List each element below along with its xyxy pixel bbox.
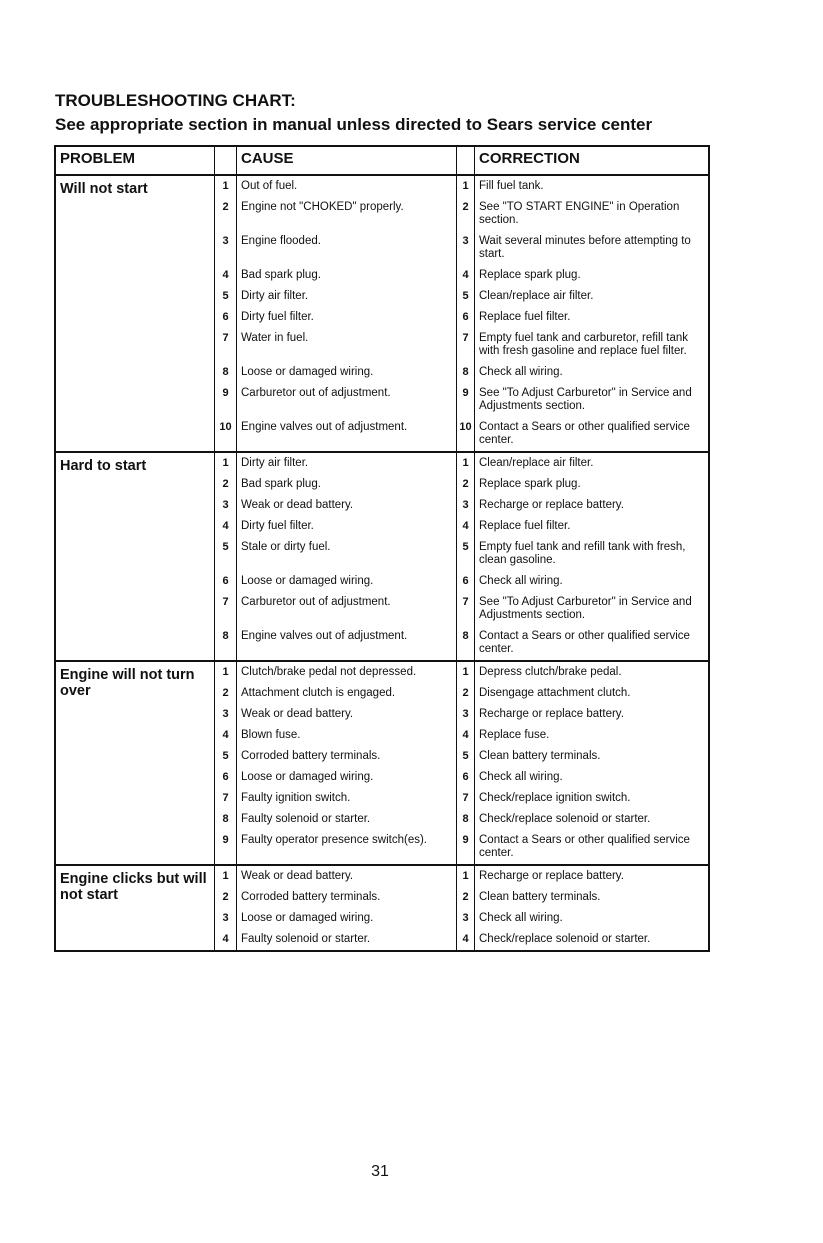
- problem-title: Engine will not turn over: [60, 667, 195, 699]
- correction-text: Recharge or replace battery.: [474, 866, 708, 887]
- correction-text: See "TO START ENGINE" in Operation section.: [474, 197, 708, 231]
- correction-number: 7: [456, 788, 474, 809]
- correction-number: 6: [456, 307, 474, 328]
- correction-text: Fill fuel tank.: [474, 176, 708, 197]
- cause-text: Loose or damaged wiring.: [236, 908, 456, 929]
- table-row: [214, 725, 708, 746]
- cause-text: Dirty fuel filter.: [236, 516, 456, 537]
- table-row: [214, 231, 708, 265]
- correction-text: Clean battery terminals.: [474, 887, 708, 908]
- table-row: [214, 683, 708, 704]
- correction-text: See "To Adjust Carburetor" in Service and Adjustments section.: [474, 592, 708, 626]
- cause-number: 4: [214, 725, 236, 746]
- correction-number: 8: [456, 362, 474, 383]
- problem-section: [56, 453, 708, 662]
- correction-text: Contact a Sears or other qualified service center.: [474, 626, 708, 660]
- correction-text: Check/replace ignition switch.: [474, 788, 708, 809]
- correction-number: 6: [456, 571, 474, 592]
- cause-number: 8: [214, 362, 236, 383]
- cause-text: Faulty solenoid or starter.: [236, 929, 456, 950]
- table-row: [214, 830, 708, 864]
- table-row: [214, 887, 708, 908]
- table-header: [56, 147, 708, 176]
- correction-number: 1: [456, 866, 474, 887]
- problem-title: Will not start: [60, 181, 148, 197]
- problem-section: [56, 176, 708, 453]
- correction-text: Replace spark plug.: [474, 474, 708, 495]
- correction-column-header: CORRECTION: [474, 147, 708, 174]
- correction-text: Contact a Sears or other qualified service center.: [474, 830, 708, 864]
- cause-number: 4: [214, 516, 236, 537]
- cause-text: Faulty operator presence switch(es).: [236, 830, 456, 864]
- correction-number: 2: [456, 887, 474, 908]
- table-row: [214, 286, 708, 307]
- cause-text: Water in fuel.: [236, 328, 456, 362]
- correction-number: 1: [456, 176, 474, 197]
- correction-text: Check/replace solenoid or starter.: [474, 929, 708, 950]
- correction-text: Check all wiring.: [474, 362, 708, 383]
- problem-section: [56, 866, 708, 950]
- problem-title: Hard to start: [60, 458, 147, 474]
- correction-text: Check all wiring.: [474, 908, 708, 929]
- table-row: [214, 495, 708, 516]
- cause-number: 1: [214, 662, 236, 683]
- cause-text: Weak or dead battery.: [236, 866, 456, 887]
- cause-text: Engine flooded.: [236, 231, 456, 265]
- cause-number: 6: [214, 767, 236, 788]
- cause-number: 4: [214, 265, 236, 286]
- correction-number: 5: [456, 286, 474, 307]
- cause-text: Blown fuse.: [236, 725, 456, 746]
- cause-number: 7: [214, 592, 236, 626]
- correction-number: 6: [456, 767, 474, 788]
- cause-number: 7: [214, 328, 236, 362]
- correction-number: 8: [456, 626, 474, 660]
- correction-text: Recharge or replace battery.: [474, 495, 708, 516]
- correction-text: Disengage attachment clutch.: [474, 683, 708, 704]
- cause-number: 5: [214, 537, 236, 571]
- table-row: [214, 417, 708, 451]
- cause-rows: [214, 866, 708, 950]
- problem-section: [56, 662, 708, 866]
- table-row: [214, 809, 708, 830]
- table-row: [214, 383, 708, 417]
- cause-text: Loose or damaged wiring.: [236, 767, 456, 788]
- correction-text: Check/replace solenoid or starter.: [474, 809, 708, 830]
- cause-text: Clutch/brake pedal not depressed.: [236, 662, 456, 683]
- cause-number: 1: [214, 176, 236, 197]
- cause-number: 9: [214, 383, 236, 417]
- cause-text: Faulty ignition switch.: [236, 788, 456, 809]
- correction-text: Replace fuel filter.: [474, 516, 708, 537]
- cause-number: 9: [214, 830, 236, 864]
- cause-number: 2: [214, 197, 236, 231]
- cause-text: Attachment clutch is engaged.: [236, 683, 456, 704]
- cause-number: 2: [214, 683, 236, 704]
- table-row: [214, 197, 708, 231]
- table-row: [214, 537, 708, 571]
- correction-text: Contact a Sears or other qualified service center.: [474, 417, 708, 451]
- cause-number: 6: [214, 307, 236, 328]
- table-row: [214, 626, 708, 660]
- page-heading: TROUBLESHOOTING CHART:: [55, 91, 296, 110]
- cause-text: Engine valves out of adjustment.: [236, 417, 456, 451]
- cause-number: 10: [214, 417, 236, 451]
- table-row: [214, 908, 708, 929]
- troubleshooting-table: [54, 145, 710, 952]
- table-row: [214, 866, 708, 887]
- correction-number: 5: [456, 746, 474, 767]
- table-row: [214, 746, 708, 767]
- correction-number: 2: [456, 683, 474, 704]
- table-row: [214, 592, 708, 626]
- correction-text: See "To Adjust Carburetor" in Service and Adjustments section.: [474, 383, 708, 417]
- cause-number: 8: [214, 809, 236, 830]
- cause-number: 6: [214, 571, 236, 592]
- correction-text: Clean/replace air filter.: [474, 286, 708, 307]
- correction-text: Check all wiring.: [474, 767, 708, 788]
- page-number: 31: [371, 1163, 389, 1180]
- table-row: [214, 474, 708, 495]
- correction-number: 3: [456, 231, 474, 265]
- correction-number: 9: [456, 383, 474, 417]
- table-row: [214, 328, 708, 362]
- cause-number: 2: [214, 887, 236, 908]
- cause-number: 1: [214, 866, 236, 887]
- problem-title: Engine clicks but will not start: [60, 871, 207, 903]
- correction-text: Clean/replace air filter.: [474, 453, 708, 474]
- cause-number: 5: [214, 286, 236, 307]
- correction-number: 3: [456, 908, 474, 929]
- cause-text: Corroded battery terminals.: [236, 746, 456, 767]
- cause-text: Weak or dead battery.: [236, 704, 456, 725]
- correction-number: 5: [456, 537, 474, 571]
- correction-text: Replace fuel filter.: [474, 307, 708, 328]
- cause-text: Weak or dead battery.: [236, 495, 456, 516]
- table-row: [214, 767, 708, 788]
- correction-text: Check all wiring.: [474, 571, 708, 592]
- cause-number: 2: [214, 474, 236, 495]
- table-row: [214, 362, 708, 383]
- correction-number: 8: [456, 809, 474, 830]
- correction-text: Replace fuse.: [474, 725, 708, 746]
- cause-rows: [214, 453, 708, 660]
- cause-rows: [214, 662, 708, 864]
- cause-number: 5: [214, 746, 236, 767]
- cause-number: 3: [214, 495, 236, 516]
- correction-text: Depress clutch/brake pedal.: [474, 662, 708, 683]
- correction-text: Empty fuel tank and refill tank with fresh, clean gasoline.: [474, 537, 708, 571]
- cause-text: Dirty air filter.: [236, 286, 456, 307]
- cause-text: Engine not "CHOKED" properly.: [236, 197, 456, 231]
- cause-text: Bad spark plug.: [236, 265, 456, 286]
- table-row: [214, 265, 708, 286]
- cause-number: 7: [214, 788, 236, 809]
- cause-text: Bad spark plug.: [236, 474, 456, 495]
- table-row: [214, 307, 708, 328]
- cause-text: Stale or dirty fuel.: [236, 537, 456, 571]
- cause-text: Dirty fuel filter.: [236, 307, 456, 328]
- page-subheading: See appropriate section in manual unless directed to Sears service center: [55, 115, 653, 134]
- correction-text: Empty fuel tank and carburetor, refill tank with fresh gasoline and replace fuel filter.: [474, 328, 708, 362]
- cause-number: 3: [214, 704, 236, 725]
- cause-number: 3: [214, 231, 236, 265]
- cause-number-header: [214, 147, 236, 174]
- cause-text: Corroded battery terminals.: [236, 887, 456, 908]
- correction-number: 2: [456, 474, 474, 495]
- correction-number: 3: [456, 704, 474, 725]
- cause-number: 4: [214, 929, 236, 950]
- cause-text: Dirty air filter.: [236, 453, 456, 474]
- correction-text: Clean battery terminals.: [474, 746, 708, 767]
- table-row: [214, 176, 708, 197]
- cause-text: Loose or damaged wiring.: [236, 362, 456, 383]
- table-row: [214, 662, 708, 683]
- correction-number: 2: [456, 197, 474, 231]
- cause-text: Loose or damaged wiring.: [236, 571, 456, 592]
- table-row: [214, 453, 708, 474]
- correction-text: Recharge or replace battery.: [474, 704, 708, 725]
- correction-number: 4: [456, 265, 474, 286]
- correction-text: Replace spark plug.: [474, 265, 708, 286]
- correction-number-header: [456, 147, 474, 174]
- cause-rows: [214, 176, 708, 451]
- problem-column-header: PROBLEM: [60, 150, 135, 167]
- table-row: [214, 929, 708, 950]
- cause-number: 3: [214, 908, 236, 929]
- cause-text: Carburetor out of adjustment.: [236, 383, 456, 417]
- cause-text: Out of fuel.: [236, 176, 456, 197]
- table-row: [214, 571, 708, 592]
- cause-text: Engine valves out of adjustment.: [236, 626, 456, 660]
- cause-text: Faulty solenoid or starter.: [236, 809, 456, 830]
- cause-number: 1: [214, 453, 236, 474]
- correction-text: Wait several minutes before attempting to start.: [474, 231, 708, 265]
- correction-number: 7: [456, 328, 474, 362]
- correction-number: 3: [456, 495, 474, 516]
- table-row: [214, 788, 708, 809]
- correction-number: 9: [456, 830, 474, 864]
- cause-number: 8: [214, 626, 236, 660]
- correction-number: 1: [456, 662, 474, 683]
- cause-text: Carburetor out of adjustment.: [236, 592, 456, 626]
- correction-number: 4: [456, 725, 474, 746]
- correction-number: 10: [456, 417, 474, 451]
- correction-number: 4: [456, 516, 474, 537]
- table-row: [214, 516, 708, 537]
- correction-number: 1: [456, 453, 474, 474]
- correction-number: 7: [456, 592, 474, 626]
- table-body: [56, 176, 708, 950]
- table-row: [214, 704, 708, 725]
- cause-column-header: CAUSE: [236, 147, 456, 174]
- correction-number: 4: [456, 929, 474, 950]
